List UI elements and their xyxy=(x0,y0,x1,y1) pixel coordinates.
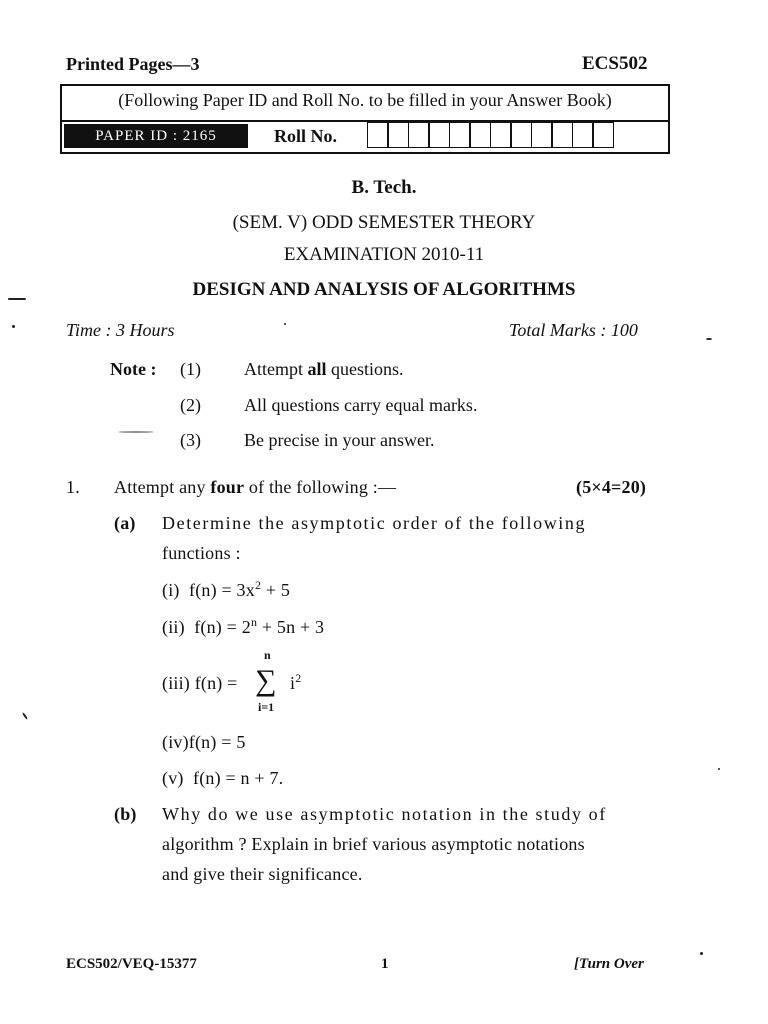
function-iv: (iv)f(n) = 5 xyxy=(162,732,246,752)
sigma-term: $i^2$ xyxy=(290,671,302,693)
exam-line: EXAMINATION 2010-11 xyxy=(283,244,485,265)
roll-no-boxes xyxy=(368,122,614,148)
sigma-symbol: ∑ xyxy=(255,664,277,697)
function-v: (v) f(n) = n + 7. xyxy=(162,768,284,788)
sigma-upper-limit: n xyxy=(264,648,271,662)
sigma-lower-limit: i=1 xyxy=(258,700,275,714)
question-1-marks: (5×4=20) xyxy=(576,477,647,497)
function-ii: (ii) $f(n) = 2^n + 5n + 3$ xyxy=(162,615,325,637)
roll-no-box[interactable] xyxy=(572,122,594,148)
roll-no-box[interactable] xyxy=(367,122,389,148)
note-2-number: (2) xyxy=(180,395,201,415)
part-b-line-2: algorithm ? Explain in brief various asymptotic notations xyxy=(162,834,585,854)
scan-mark xyxy=(12,325,15,328)
note-label: Note : xyxy=(110,359,157,379)
time-label: Time : 3 Hours xyxy=(66,320,175,340)
note-2-text: All questions carry equal marks. xyxy=(244,395,478,415)
footer-code: ECS502/VEQ-15377 xyxy=(66,956,197,972)
part-a-label: (a) xyxy=(114,513,136,533)
note-3-number: (3) xyxy=(180,430,201,450)
turn-over: [Turn Over xyxy=(574,956,644,972)
paper-id-badge: PAPER ID : 2165 xyxy=(64,124,248,148)
total-marks-label: Total Marks : 100 xyxy=(509,320,638,340)
part-b-line-1: Why do we use asymptotic notation in the study of xyxy=(162,804,607,824)
roll-no-box[interactable] xyxy=(490,122,512,148)
id-instruction: (Following Paper ID and Roll No. to be filled in your Answer Book) xyxy=(118,90,612,110)
degree-title: B. Tech. xyxy=(351,177,417,198)
roll-no-label: Roll No. xyxy=(274,126,337,146)
scan-mark xyxy=(718,768,720,770)
note-3-text: Be precise in your answer. xyxy=(244,430,435,450)
function-iii-label: (iii) f(n) = xyxy=(162,673,238,693)
scan-mark xyxy=(284,323,286,325)
roll-no-box[interactable] xyxy=(428,122,450,148)
semester-line: (SEM. V) ODD SEMESTER THEORY xyxy=(232,212,536,233)
id-box xyxy=(60,84,670,154)
part-a-line-2: functions : xyxy=(162,543,241,563)
subject-title: DESIGN AND ANALYSIS OF ALGORITHMS xyxy=(192,279,576,300)
note-1-number: (1) xyxy=(180,359,201,379)
roll-no-box[interactable] xyxy=(510,122,532,148)
roll-no-box[interactable] xyxy=(531,122,553,148)
page-number: 1 xyxy=(381,956,389,972)
scan-mark xyxy=(8,298,26,300)
part-b-label: (b) xyxy=(114,804,137,824)
part-b-line-3: and give their significance. xyxy=(162,864,363,884)
printed-pages: Printed Pages—3 xyxy=(66,54,200,74)
roll-no-box[interactable] xyxy=(469,122,491,148)
roll-no-box[interactable] xyxy=(408,122,430,148)
part-a-line-1: Determine the asymptotic order of the following xyxy=(162,513,587,533)
roll-no-box[interactable] xyxy=(387,122,409,148)
note-1-text: Attempt all questions. xyxy=(244,359,404,379)
paper-code: ECS502 xyxy=(582,53,648,74)
question-1-number: 1. xyxy=(66,477,80,497)
roll-no-box[interactable] xyxy=(551,122,573,148)
scan-mark xyxy=(118,431,154,433)
question-1-prompt: Attempt any four of the following :— xyxy=(114,477,397,497)
roll-no-box[interactable] xyxy=(449,122,471,148)
scan-mark xyxy=(700,952,703,955)
scan-mark xyxy=(706,338,712,340)
scan-mark xyxy=(22,712,28,720)
roll-no-box[interactable] xyxy=(592,122,614,148)
function-i: (i) $f(n) = 3x^2 + 5$ xyxy=(162,578,291,600)
